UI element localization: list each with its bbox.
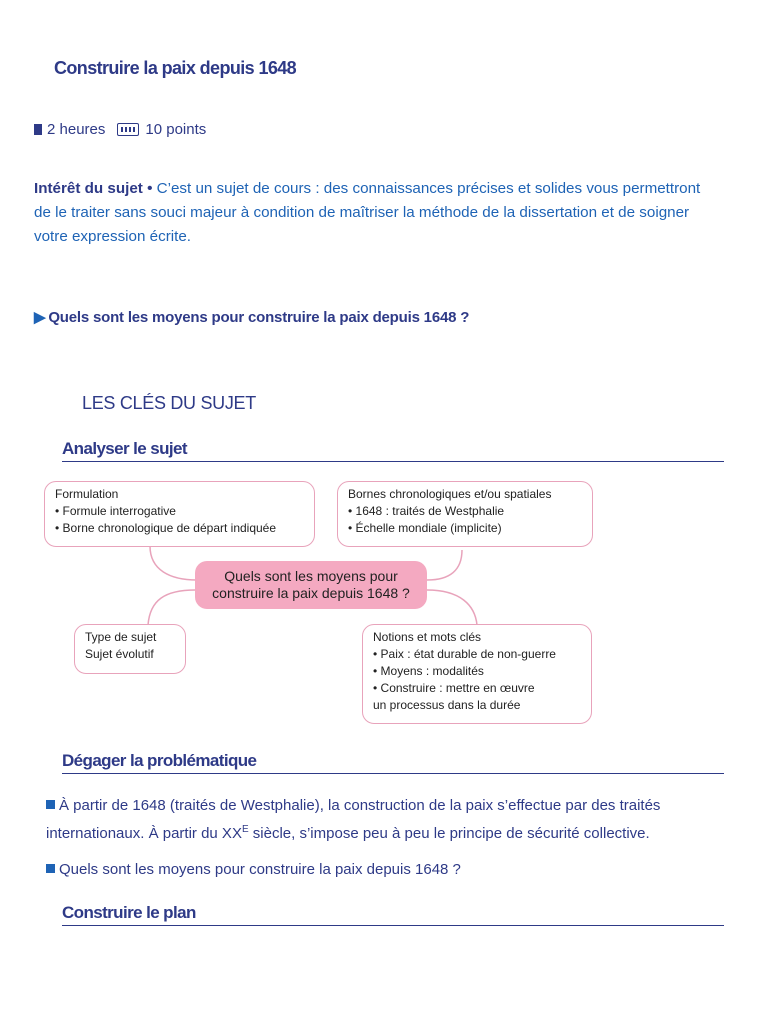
bornes-title: Bornes chronologiques et/ou spatiales — [348, 487, 552, 501]
notions-item: un processus dans la durée — [373, 698, 521, 712]
points-text: 10 points — [145, 121, 207, 138]
notions-box — [362, 624, 592, 724]
duration-text: 2 heures — [47, 121, 106, 138]
interet-bullet: • — [142, 180, 157, 197]
notions-item: • Moyens : modalités — [373, 664, 484, 678]
notions-item: • Paix : état durable de non-guerre — [373, 647, 556, 661]
formulation-box — [44, 481, 315, 547]
formulation-title: Formulation — [55, 487, 119, 501]
plan-heading: Construire le plan — [62, 903, 724, 926]
problematique-paragraph — [46, 794, 736, 846]
problematique-text-1: À partir de 1648 (traités de Westphalie), la construction de la paix s’effectue par des traités internationaux. À partir du XX — [46, 797, 661, 842]
central-question-box: Quels sont les moyens pour construire la paix depuis 1648 ? — [195, 561, 427, 609]
square-bullet-icon — [46, 800, 55, 809]
problematique-text-2: siècle, s’impose peu à peu le principe de sécurité collective. — [248, 825, 650, 842]
square-bullet-icon — [46, 864, 55, 873]
degager-heading: Dégager la problématique — [62, 751, 724, 774]
main-question-text: Quels sont les moyens pour construire la paix depuis 1648 ? — [48, 309, 470, 326]
problematique-question-text: Quels sont les moyens pour construire la paix depuis 1648 ? — [59, 861, 461, 878]
problematique-question — [46, 858, 736, 882]
triangle-right-icon: ▶ — [34, 309, 46, 326]
cles-heading: LES CLÉS DU SUJET — [82, 393, 256, 413]
type-item: Sujet évolutif — [85, 647, 154, 661]
formulation-item: • Formule interrogative — [55, 504, 176, 518]
type-box — [74, 624, 186, 674]
bornes-item: • Échelle mondiale (implicite) — [348, 521, 502, 535]
type-title: Type de sujet — [85, 630, 157, 644]
analyser-heading: Analyser le sujet — [62, 439, 724, 462]
bornes-box — [337, 481, 593, 547]
page-title: Construire la paix depuis 1648 — [54, 58, 297, 78]
interet-label: Intérêt du sujet — [34, 180, 143, 197]
century-superscript: E — [241, 824, 249, 835]
formulation-item: • Borne chronologique de départ indiquée — [55, 521, 277, 535]
notions-item: • Construire : mettre en œuvre — [373, 681, 535, 695]
bornes-item: • 1648 : traités de Westphalie — [348, 504, 505, 518]
interet-text: C’est un sujet de cours : des connaissances précises et solides vous permettront de le traiter sans souci majeur à condition de maîtriser la méthode de la dissertation et de soigner votre expression écrite. — [34, 180, 701, 245]
notions-title: Notions et mots clés — [373, 630, 482, 644]
